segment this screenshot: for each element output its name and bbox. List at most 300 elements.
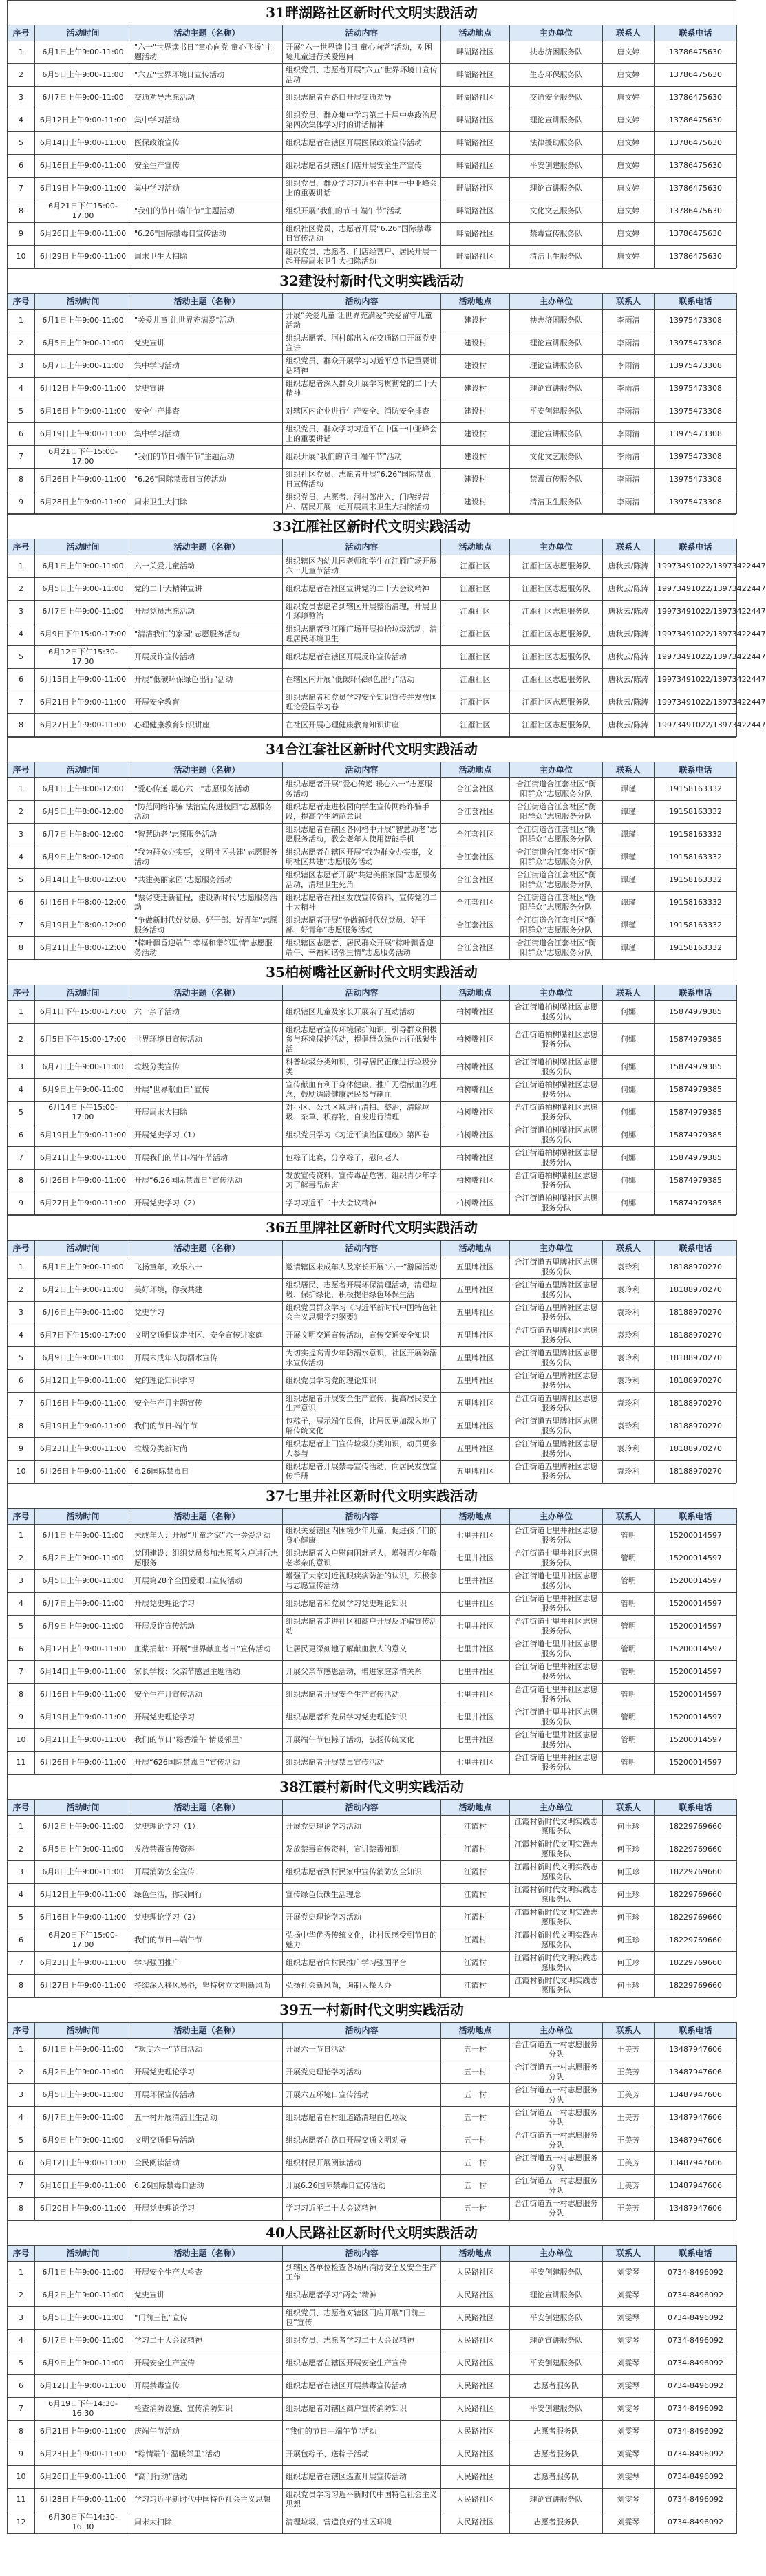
activity-theme: 庆端午节活动 bbox=[131, 2421, 283, 2443]
activity-time: 6月16日上午8:00-12:00 bbox=[35, 892, 131, 914]
activity-table bbox=[7, 762, 737, 960]
activity-theme: 集中学习活动 bbox=[131, 423, 283, 446]
activity-time: 6月7日上午9:00-11:00 bbox=[35, 87, 131, 109]
column-header: 联系人 bbox=[603, 1800, 655, 1816]
activity-theme: 6.26国际禁毒日 bbox=[131, 1461, 283, 1483]
row-index: 6 bbox=[8, 1929, 35, 1952]
activity-theme: 心理健康教育知识讲座 bbox=[131, 714, 283, 737]
row-index: 9 bbox=[8, 491, 35, 514]
activity-location: 江霞村 bbox=[441, 1838, 510, 1861]
activity-time: 6月1日下午15:00-17:00 bbox=[35, 1001, 131, 1024]
column-header: 活动主题（名称） bbox=[131, 25, 283, 41]
table-row bbox=[8, 1706, 737, 1729]
row-index: 6 bbox=[8, 669, 35, 691]
table-row bbox=[8, 1816, 737, 1838]
activity-time: 6月9日上午9:00-11:00 bbox=[35, 1347, 131, 1370]
contact-phone: 15874979385 bbox=[655, 1001, 737, 1024]
contact-person: 何娜 bbox=[603, 1079, 655, 1102]
column-header: 活动时间 bbox=[35, 2246, 131, 2262]
table-row bbox=[8, 1929, 737, 1952]
table-row bbox=[8, 1370, 737, 1393]
activity-time: 6月7日下午15:00-17:00 bbox=[35, 1324, 131, 1347]
table-row bbox=[8, 178, 737, 200]
row-index: 4 bbox=[8, 109, 35, 132]
column-header: 活动主题（名称） bbox=[131, 762, 283, 778]
activity-time: 6月12日下午15:30-17:30 bbox=[35, 646, 131, 669]
activity-location: 合江套社区 bbox=[441, 937, 510, 960]
activity-theme: “欢度六一”节日活动 bbox=[131, 2039, 283, 2061]
organizer: 合江街道五一村志愿服务分队 bbox=[510, 2129, 603, 2152]
activity-theme: "我们的节日·端午节"主题活动 bbox=[131, 200, 283, 223]
contact-phone: 15874979385 bbox=[655, 1079, 737, 1102]
organizer: 合江街道柏树嘴社区志愿服务分队 bbox=[510, 1170, 603, 1192]
row-index: 3 bbox=[8, 601, 35, 623]
activity-content: 组织志愿者到村民家中宣传消防安全知识 bbox=[283, 1861, 441, 1884]
activity-theme: 党史理论学习（2） bbox=[131, 1907, 283, 1929]
contact-phone: 15874979385 bbox=[655, 1192, 737, 1215]
activity-content: 宣传献血有利于身体健康，推广无偿献血的理念，鼓励适龄健康居民参与献血 bbox=[283, 1079, 441, 1102]
row-index: 1 bbox=[8, 1816, 35, 1838]
section-title: 38江霞村新时代文明实践活动 bbox=[7, 1774, 736, 1799]
column-header: 活动内容 bbox=[283, 2246, 441, 2262]
table-row bbox=[8, 1593, 737, 1616]
activity-time: 6月26日上午9:00-11:00 bbox=[35, 223, 131, 246]
activity-content: 开展端午节包粽子活动，弘扬传统文化 bbox=[283, 1729, 441, 1752]
table-row bbox=[8, 1302, 737, 1324]
organizer: 合江街道五一村志愿服务分队 bbox=[510, 2152, 603, 2175]
contact-phone: 18188970270 bbox=[655, 1302, 737, 1324]
row-index: 3 bbox=[8, 355, 35, 378]
contact-person: 唐秋云/陈涛 bbox=[603, 555, 655, 578]
activity-content: 组织党员、志愿者、门店经营户、居民开展一起开展周末卫生大扫除活动 bbox=[283, 246, 441, 268]
activity-content: 开展文明交通宣传活动，宣传交通安全知识 bbox=[283, 1324, 441, 1347]
activity-location: 合江套社区 bbox=[441, 824, 510, 846]
table-row bbox=[8, 1192, 737, 1215]
column-header: 主办单位 bbox=[510, 1241, 603, 1256]
section-title: 39五一村新时代文明实践活动 bbox=[7, 1997, 736, 2022]
activity-table bbox=[7, 539, 766, 737]
contact-person: 何玉珍 bbox=[603, 1861, 655, 1884]
activity-time: 6月7日上午9:00-11:00 bbox=[35, 2107, 131, 2129]
activity-content: 开展六一节日活动 bbox=[283, 2039, 441, 2061]
column-header: 活动主题（名称） bbox=[131, 1509, 283, 1525]
activity-time: 6月20日下午15:00-17:00 bbox=[35, 1929, 131, 1952]
row-index: 5 bbox=[8, 646, 35, 669]
contact-phone: 18229769660 bbox=[655, 1975, 737, 1997]
activity-theme: 开展未成年人防溺水宣传 bbox=[131, 1347, 283, 1370]
contact-person: 管明 bbox=[603, 1638, 655, 1661]
table-row bbox=[8, 2107, 737, 2129]
row-index: 4 bbox=[8, 1324, 35, 1347]
table-header-row bbox=[8, 539, 737, 555]
contact-person: 王美芳 bbox=[603, 2039, 655, 2061]
row-index: 9 bbox=[8, 1192, 35, 1215]
organizer: 志愿者服务队 bbox=[510, 2443, 603, 2466]
contact-phone: 19158163332 bbox=[655, 914, 737, 937]
activity-time: 6月5日上午9:00-11:00 bbox=[35, 332, 131, 355]
activity-time: 6月12日上午9:00-11:00 bbox=[35, 109, 131, 132]
row-index: 1 bbox=[8, 1256, 35, 1279]
row-index: 2 bbox=[8, 1024, 35, 1056]
activity-time: 6月5日上午9:00-11:00 bbox=[35, 1838, 131, 1861]
section bbox=[7, 1774, 736, 1997]
activity-time: 6月9日上午9:00-11:00 bbox=[35, 1616, 131, 1638]
contact-person: 管明 bbox=[603, 1547, 655, 1570]
activity-content: 组织开展“我们的节日·端午节”活动 bbox=[283, 446, 441, 469]
row-index: 7 bbox=[8, 691, 35, 714]
contact-phone: 0734-8496092 bbox=[655, 2398, 737, 2421]
activity-time: 6月1日上午9:00-11:00 bbox=[35, 1256, 131, 1279]
organizer: 合江街道柏树嘴社区志愿服务分队 bbox=[510, 1079, 603, 1102]
organizer: 合江街道七里井社区志愿服务分队 bbox=[510, 1593, 603, 1616]
table-row bbox=[8, 87, 737, 109]
organizer: 江雁社区志愿服务队 bbox=[510, 691, 603, 714]
row-index: 5 bbox=[8, 2352, 35, 2375]
organizer: 禁毒宣传服务队 bbox=[510, 469, 603, 491]
row-index: 11 bbox=[8, 1752, 35, 1774]
contact-phone: 18188970270 bbox=[655, 1415, 737, 1438]
activity-theme: 开展周末大扫除 bbox=[131, 1102, 283, 1124]
activity-location: 人民路社区 bbox=[441, 2375, 510, 2398]
organizer: 扶志济困服务队 bbox=[510, 41, 603, 64]
contact-person: 何娜 bbox=[603, 1001, 655, 1024]
activity-content: 在辖区内开展“低碳环保绿色出行”活动 bbox=[283, 669, 441, 691]
activity-time: 6月14日下午15:00-17:00 bbox=[35, 1102, 131, 1124]
column-header: 活动时间 bbox=[35, 294, 131, 310]
organizer: 理论宣讲服务队 bbox=[510, 355, 603, 378]
activity-time: 6月27日上午9:00-11:00 bbox=[35, 1192, 131, 1215]
column-header: 序号 bbox=[8, 1509, 35, 1525]
activity-time: 6月5日上午9:00-11:00 bbox=[35, 2307, 131, 2330]
activity-location: 柏树嘴社区 bbox=[441, 1170, 510, 1192]
organizer: 江霞村新时代文明实践志愿服务队 bbox=[510, 1907, 603, 1929]
activity-content: 组织志愿者到辖区门店开展安全生产宣传 bbox=[283, 155, 441, 178]
contact-phone: 13975473308 bbox=[655, 446, 737, 469]
column-header: 活动内容 bbox=[283, 1241, 441, 1256]
contact-person: 何玉珍 bbox=[603, 1907, 655, 1929]
row-index: 3 bbox=[8, 1302, 35, 1324]
organizer: 平安创建服务队 bbox=[510, 155, 603, 178]
activity-content: 组织志愿者深入群众开展学习贯彻党的二十大精神 bbox=[283, 378, 441, 400]
table-row bbox=[8, 1638, 737, 1661]
contact-phone: 18229769660 bbox=[655, 1952, 737, 1975]
table-row bbox=[8, 1147, 737, 1170]
activity-location: 柏树嘴社区 bbox=[441, 1192, 510, 1215]
column-header: 联系电话 bbox=[655, 1800, 737, 1816]
activity-time: 6月14日上午9:00-11:00 bbox=[35, 1661, 131, 1684]
activity-location: 柏树嘴社区 bbox=[441, 1024, 510, 1056]
activity-content: 开展“关爱儿童 让世界充满爱”关爱留守儿童活动 bbox=[283, 310, 441, 332]
contact-person: 管明 bbox=[603, 1593, 655, 1616]
contact-person: 唐秋云/陈涛 bbox=[603, 623, 655, 646]
column-header: 联系人 bbox=[603, 539, 655, 555]
table-row bbox=[8, 646, 737, 669]
contact-phone: 18188970270 bbox=[655, 1279, 737, 1302]
organizer: 合江街道七里井社区志愿服务分队 bbox=[510, 1525, 603, 1547]
column-header: 联系电话 bbox=[655, 1509, 737, 1525]
table-row bbox=[8, 2198, 737, 2220]
activity-theme: "6.26"国际禁毒日宣传活动 bbox=[131, 223, 283, 246]
activity-content: 组织辖区儿童及家长开展亲子互动活动 bbox=[283, 1001, 441, 1024]
table-row bbox=[8, 1752, 737, 1774]
activity-location: 合江套社区 bbox=[441, 801, 510, 824]
table-row bbox=[8, 469, 737, 491]
activity-location: 七里井社区 bbox=[441, 1661, 510, 1684]
table-row bbox=[8, 937, 737, 960]
activity-content: 组织辖区内幼儿园老师和学生在江雁广场开展六一儿童节活动 bbox=[283, 555, 441, 578]
activity-theme: 集中学习活动 bbox=[131, 355, 283, 378]
row-index: 7 bbox=[8, 1661, 35, 1684]
activity-location: 人民路社区 bbox=[441, 2330, 510, 2352]
activity-content: 组织党员、志愿者开展“六五”世界环境日宣传活动 bbox=[283, 64, 441, 87]
organizer: 江霞村新时代文明实践志愿服务队 bbox=[510, 1861, 603, 1884]
activity-theme: 学习习近平新时代中国特色社会主义思想 bbox=[131, 2489, 283, 2511]
column-header: 主办单位 bbox=[510, 294, 603, 310]
contact-person: 唐文婷 bbox=[603, 155, 655, 178]
activity-time: 6月19日上午9:00-11:00 bbox=[35, 423, 131, 446]
table-row bbox=[8, 1661, 737, 1684]
row-index: 1 bbox=[8, 310, 35, 332]
activity-theme: 党史宣讲 bbox=[131, 378, 283, 400]
activity-location: 畔湖路社区 bbox=[441, 246, 510, 268]
row-index: 5 bbox=[8, 132, 35, 155]
table-row bbox=[8, 1570, 737, 1593]
contact-phone: 0734-8496092 bbox=[655, 2330, 737, 2352]
table-row bbox=[8, 109, 737, 132]
table-row bbox=[8, 400, 737, 423]
contact-person: 唐秋云/陈涛 bbox=[603, 646, 655, 669]
activity-location: 建设村 bbox=[441, 446, 510, 469]
contact-phone: 19973491022/13973422447 bbox=[655, 691, 737, 714]
activity-time: 6月2日上午9:00-11:00 bbox=[35, 2284, 131, 2307]
organizer: 扶志济困服务队 bbox=[510, 310, 603, 332]
activity-content: 对小区、公共区域进行清扫、整治，清除垃圾、杂草、积存物，自发进行清理 bbox=[283, 1102, 441, 1124]
organizer: 志愿者服务队 bbox=[510, 2511, 603, 2534]
row-index: 8 bbox=[8, 1975, 35, 1997]
column-header: 序号 bbox=[8, 762, 35, 778]
row-index: 2 bbox=[8, 801, 35, 824]
organizer: 合江街道五一村志愿服务分队 bbox=[510, 2039, 603, 2061]
column-header: 主办单位 bbox=[510, 2023, 603, 2039]
activity-content: 组织志愿者在社区发放宣传资料，宣传党的二十大精神 bbox=[283, 892, 441, 914]
organizer: 合江街道五里牌社区志愿服务分队 bbox=[510, 1347, 603, 1370]
contact-phone: 13786475630 bbox=[655, 155, 737, 178]
activity-content: 组织志愿者对辖区商户宣传消防知识 bbox=[283, 2398, 441, 2421]
activity-location: 江雁社区 bbox=[441, 714, 510, 737]
organizer: 合江街道五一村志愿服务分队 bbox=[510, 2175, 603, 2198]
activity-location: 畔湖路社区 bbox=[441, 109, 510, 132]
table-row bbox=[8, 1024, 737, 1056]
organizer: 理论宣讲服务队 bbox=[510, 2284, 603, 2307]
organizer: 合江街道合江套社区“衡阳群众”志愿服务分队 bbox=[510, 892, 603, 914]
organizer: 理论宣讲服务队 bbox=[510, 378, 603, 400]
contact-phone: 15200014597 bbox=[655, 1638, 737, 1661]
contact-person: 唐秋云/陈涛 bbox=[603, 669, 655, 691]
table-row bbox=[8, 601, 737, 623]
contact-phone: 18229769660 bbox=[655, 1929, 737, 1952]
activity-location: 畔湖路社区 bbox=[441, 223, 510, 246]
organizer: 合江街道柏树嘴社区志愿服务分队 bbox=[510, 1056, 603, 1079]
contact-person: 谭瑾 bbox=[603, 892, 655, 914]
organizer: 合江街道五一村志愿服务分队 bbox=[510, 2084, 603, 2107]
contact-person: 管明 bbox=[603, 1684, 655, 1706]
activity-time: 6月2日上午9:00-11:00 bbox=[35, 1816, 131, 1838]
contact-person: 李雨清 bbox=[603, 378, 655, 400]
activity-theme: 集中学习活动 bbox=[131, 178, 283, 200]
activity-content: “我们的节日—端午节”活动 bbox=[283, 2421, 441, 2443]
organizer: 江霞村新时代文明实践志愿服务队 bbox=[510, 1929, 603, 1952]
row-index: 4 bbox=[8, 623, 35, 646]
table-row bbox=[8, 801, 737, 824]
column-header: 活动时间 bbox=[35, 2023, 131, 2039]
activity-location: 建设村 bbox=[441, 423, 510, 446]
column-header: 活动内容 bbox=[283, 25, 441, 41]
activity-theme: 开展“低碳环保绿色出行”活动 bbox=[131, 669, 283, 691]
contact-phone: 0734-8496092 bbox=[655, 2375, 737, 2398]
contact-person: 何玉珍 bbox=[603, 1929, 655, 1952]
activity-content: 组织志愿者和党员学习党史理论知识 bbox=[283, 1593, 441, 1616]
contact-person: 谭瑾 bbox=[603, 846, 655, 869]
activity-location: 建设村 bbox=[441, 355, 510, 378]
activity-location: 人民路社区 bbox=[441, 2421, 510, 2443]
contact-person: 管明 bbox=[603, 1752, 655, 1774]
contact-phone: 13786475630 bbox=[655, 200, 737, 223]
contact-person: 何玉珍 bbox=[603, 1816, 655, 1838]
activity-theme: 安全生产月宣传活动 bbox=[131, 1684, 283, 1706]
contact-phone: 13975473308 bbox=[655, 332, 737, 355]
column-header: 联系人 bbox=[603, 1509, 655, 1525]
table-row bbox=[8, 2375, 737, 2398]
contact-phone: 15200014597 bbox=[655, 1616, 737, 1638]
contact-phone: 18229769660 bbox=[655, 1838, 737, 1861]
organizer: 理论宣讲服务队 bbox=[510, 423, 603, 446]
row-index: 5 bbox=[8, 1347, 35, 1370]
column-header: 活动内容 bbox=[283, 985, 441, 1001]
column-header: 联系人 bbox=[603, 2023, 655, 2039]
row-index: 1 bbox=[8, 41, 35, 64]
table-row bbox=[8, 332, 737, 355]
activity-table bbox=[7, 2245, 737, 2534]
activity-theme: 党史宣讲 bbox=[131, 2284, 283, 2307]
activity-content: 组织居民、志愿者开展环保清理活动，清理垃圾、保护绿化，积极提倡绿色环保生活 bbox=[283, 1279, 441, 1302]
activity-time: 6月12日上午9:00-11:00 bbox=[35, 1884, 131, 1907]
activity-location: 五一村 bbox=[441, 2084, 510, 2107]
column-header: 活动主题（名称） bbox=[131, 2023, 283, 2039]
contact-phone: 15200014597 bbox=[655, 1752, 737, 1774]
activity-time: 6月12日上午9:00-11:00 bbox=[35, 378, 131, 400]
activity-location: 五一村 bbox=[441, 2152, 510, 2175]
contact-phone: 19158163332 bbox=[655, 801, 737, 824]
activity-time: 6月7日上午9:00-11:00 bbox=[35, 601, 131, 623]
activity-time: 6月9日上午9:00-11:00 bbox=[35, 1079, 131, 1102]
table-row bbox=[8, 846, 737, 869]
row-index: 6 bbox=[8, 423, 35, 446]
column-header: 活动主题（名称） bbox=[131, 2246, 283, 2262]
row-index: 11 bbox=[8, 2489, 35, 2511]
row-index: 3 bbox=[8, 1861, 35, 1884]
activity-content: 开展父亲节感恩活动，增进家庭亲情关系 bbox=[283, 1661, 441, 1684]
activity-location: 五里牌社区 bbox=[441, 1256, 510, 1279]
activity-content: 组织志愿者、河村郎出入在交通路口开展党史宣讲 bbox=[283, 332, 441, 355]
contact-person: 何玉珍 bbox=[603, 1838, 655, 1861]
table-row bbox=[8, 1547, 737, 1570]
row-index: 6 bbox=[8, 892, 35, 914]
section bbox=[7, 1997, 736, 2220]
organizer: 平安创建服务队 bbox=[510, 2262, 603, 2284]
activity-time: 6月30日下午14:30-16:30 bbox=[35, 2511, 131, 2534]
contact-person: 唐秋云/陈涛 bbox=[603, 714, 655, 737]
activity-theme: 六一亲子活动 bbox=[131, 1001, 283, 1024]
row-index: 5 bbox=[8, 1616, 35, 1638]
row-index: 10 bbox=[8, 246, 35, 268]
table-row bbox=[8, 1170, 737, 1192]
column-header: 序号 bbox=[8, 539, 35, 555]
activity-content: 组织党员、志愿者学习二十大会议精神 bbox=[283, 2330, 441, 2352]
contact-person: 李雨清 bbox=[603, 332, 655, 355]
activity-time: 6月1日上午9:00-11:00 bbox=[35, 1525, 131, 1547]
contact-phone: 13786475630 bbox=[655, 87, 737, 109]
activity-theme: 开展安全教育 bbox=[131, 691, 283, 714]
activity-theme: 开展“626国际禁毒日”宣传活动 bbox=[131, 1752, 283, 1774]
activity-content: 包粽子比赛，分享粽子，慰问老人 bbox=[283, 1147, 441, 1170]
table-row bbox=[8, 914, 737, 937]
organizer: 合江街道五里牌社区志愿服务分队 bbox=[510, 1324, 603, 1347]
table-row bbox=[8, 2489, 737, 2511]
organizer: 合江街道柏树嘴社区志愿服务分队 bbox=[510, 1147, 603, 1170]
activity-time: 6月29日上午9:00-11:00 bbox=[35, 246, 131, 268]
activity-theme: 血浆捐献：开展“世界献血者日”宣传活动 bbox=[131, 1638, 283, 1661]
activity-content: 组织党员学习党的理论知识 bbox=[283, 1370, 441, 1393]
row-index: 1 bbox=[8, 778, 35, 801]
organizer: 合江街道合江套社区“衡阳群众”志愿服务分队 bbox=[510, 801, 603, 824]
contact-phone: 13975473308 bbox=[655, 469, 737, 491]
activity-content: 组织党员学习《习近平谈治国理政》第四卷 bbox=[283, 1124, 441, 1147]
contact-phone: 19973491022/13973422447 bbox=[655, 601, 737, 623]
contact-phone: 18229769660 bbox=[655, 1884, 737, 1907]
activity-theme: “粽情端午 温暖邻里”活动 bbox=[131, 2443, 283, 2466]
table-header-row bbox=[8, 1241, 737, 1256]
table-row bbox=[8, 2443, 737, 2466]
contact-phone: 13487947606 bbox=[655, 2107, 737, 2129]
row-index: 5 bbox=[8, 1907, 35, 1929]
contact-phone: 15200014597 bbox=[655, 1729, 737, 1752]
contact-person: 刘雯琴 bbox=[603, 2375, 655, 2398]
activity-theme: 飞扬童年，欢乐六一 bbox=[131, 1256, 283, 1279]
contact-phone: 0734-8496092 bbox=[655, 2284, 737, 2307]
table-row bbox=[8, 2061, 737, 2084]
activity-content: 学习习近平二十大会议精神 bbox=[283, 1192, 441, 1215]
organizer: 江霞村新时代文明实践志愿服务队 bbox=[510, 1816, 603, 1838]
activity-theme: 6.26国际禁毒日活动 bbox=[131, 2175, 283, 2198]
row-index: 3 bbox=[8, 87, 35, 109]
row-index: 8 bbox=[8, 2421, 35, 2443]
contact-phone: 13487947606 bbox=[655, 2198, 737, 2220]
column-header: 活动地点 bbox=[441, 2023, 510, 2039]
column-header: 联系电话 bbox=[655, 985, 737, 1001]
column-header: 序号 bbox=[8, 25, 35, 41]
row-index: 7 bbox=[8, 446, 35, 469]
contact-phone: 13786475630 bbox=[655, 109, 737, 132]
contact-phone: 18229769660 bbox=[655, 1861, 737, 1884]
activity-theme: 持续深入移风易俗，坚持树立文明新风尚 bbox=[131, 1975, 283, 1997]
table-header-row bbox=[8, 294, 737, 310]
activity-content: 包粽子，展示端午民俗，让居民更加深入地了解传统文化 bbox=[283, 1415, 441, 1438]
organizer: 文化文艺服务队 bbox=[510, 200, 603, 223]
activity-content: 组织志愿者在辖区开展禁毒宣传活动 bbox=[283, 2375, 441, 2398]
contact-person: 刘雯琴 bbox=[603, 2443, 655, 2466]
activity-location: 柏树嘴社区 bbox=[441, 1147, 510, 1170]
activity-theme: 党的二十大精神宣讲 bbox=[131, 578, 283, 601]
